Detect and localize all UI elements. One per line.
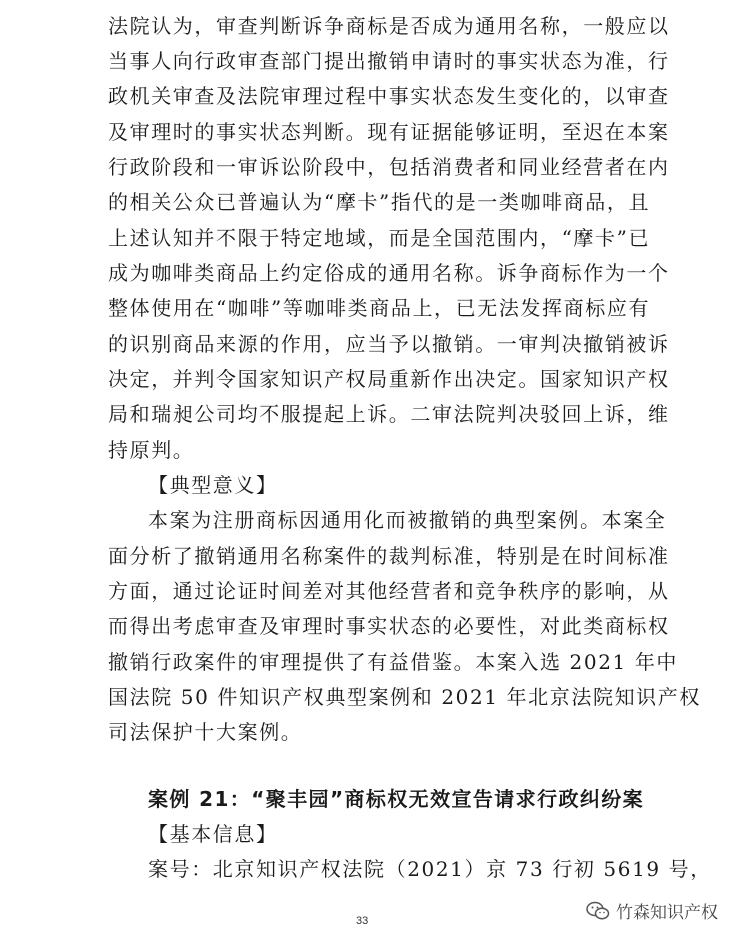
- page-number: 33: [356, 915, 369, 927]
- typical-line: 面分析了撤销通用名称案件的裁判标准，特别是在时间标准: [108, 544, 670, 568]
- body-line: 整体使用在“咖啡”等咖啡类商品上，已无法发挥商标应有: [108, 296, 651, 320]
- case-21-title: 案例 21：“聚丰园”商标权无效宣告请求行政纠纷案: [148, 787, 645, 811]
- body-line: 及审理时的事实状态判断。现有证据能够证明，至迟在本案: [108, 120, 670, 144]
- section-heading-basic: 【基本信息】: [148, 822, 278, 846]
- body-line: 成为咖啡类商品上约定俗成的通用名称。诉争商标作为一个: [108, 261, 670, 285]
- case-number-line: 案号：北京知识产权法院（2021）京 73 行初 5619 号，: [148, 857, 712, 881]
- watermark-text: 竹森知识产权: [616, 903, 718, 923]
- typical-line: 本案为注册商标因通用化而被撤销的典型案例。本案全: [148, 508, 667, 532]
- body-line: 的相关公众已普遍认为“摩卡”指代的是一类咖啡商品，且: [108, 190, 651, 214]
- typical-line: 司法保护十大案例。: [108, 720, 303, 744]
- typical-line: 而得出考虑审查及审理时事实状态的必要性，对此类商标权: [108, 614, 670, 638]
- typical-line: 方面，通过论证时间差对其他经营者和竞争秩序的影响，从: [108, 579, 670, 603]
- body-line: 局和瑞昶公司均不服提起上诉。二审法院判决驳回上诉，维: [108, 402, 670, 426]
- body-line: 法院认为，审查判断诉争商标是否成为通用名称，一般应以: [108, 14, 670, 38]
- body-line: 当事人向行政审查部门提出撤销申请时的事实状态为准，行: [108, 49, 670, 73]
- body-line: 政机关审查及法院审理过程中事实状态发生变化的，以审查: [108, 84, 670, 108]
- watermark: [586, 898, 718, 923]
- body-line: 持原判。: [108, 438, 195, 462]
- body-line: 行政阶段和一审诉讼阶段中，包括消费者和同业经营者在内: [108, 155, 670, 179]
- typical-line: 撤销行政案件的审理提供了有益借鉴。本案入选 2021 年中: [108, 650, 679, 674]
- body-line: 上述认知并不限于特定地域，而是全国范围内，“摩卡”已: [108, 226, 651, 250]
- section-heading-typical: 【典型意义】: [148, 473, 278, 497]
- typical-line: 国法院 50 件知识产权典型案例和 2021 年北京法院知识产权: [108, 685, 701, 709]
- wechat-icon: [586, 901, 610, 921]
- body-line: 决定，并判令国家知识产权局重新作出决定。国家知识产权: [108, 367, 670, 391]
- body-line: 的识别商品来源的作用，应当予以撤销。一审判决撤销被诉: [108, 332, 670, 356]
